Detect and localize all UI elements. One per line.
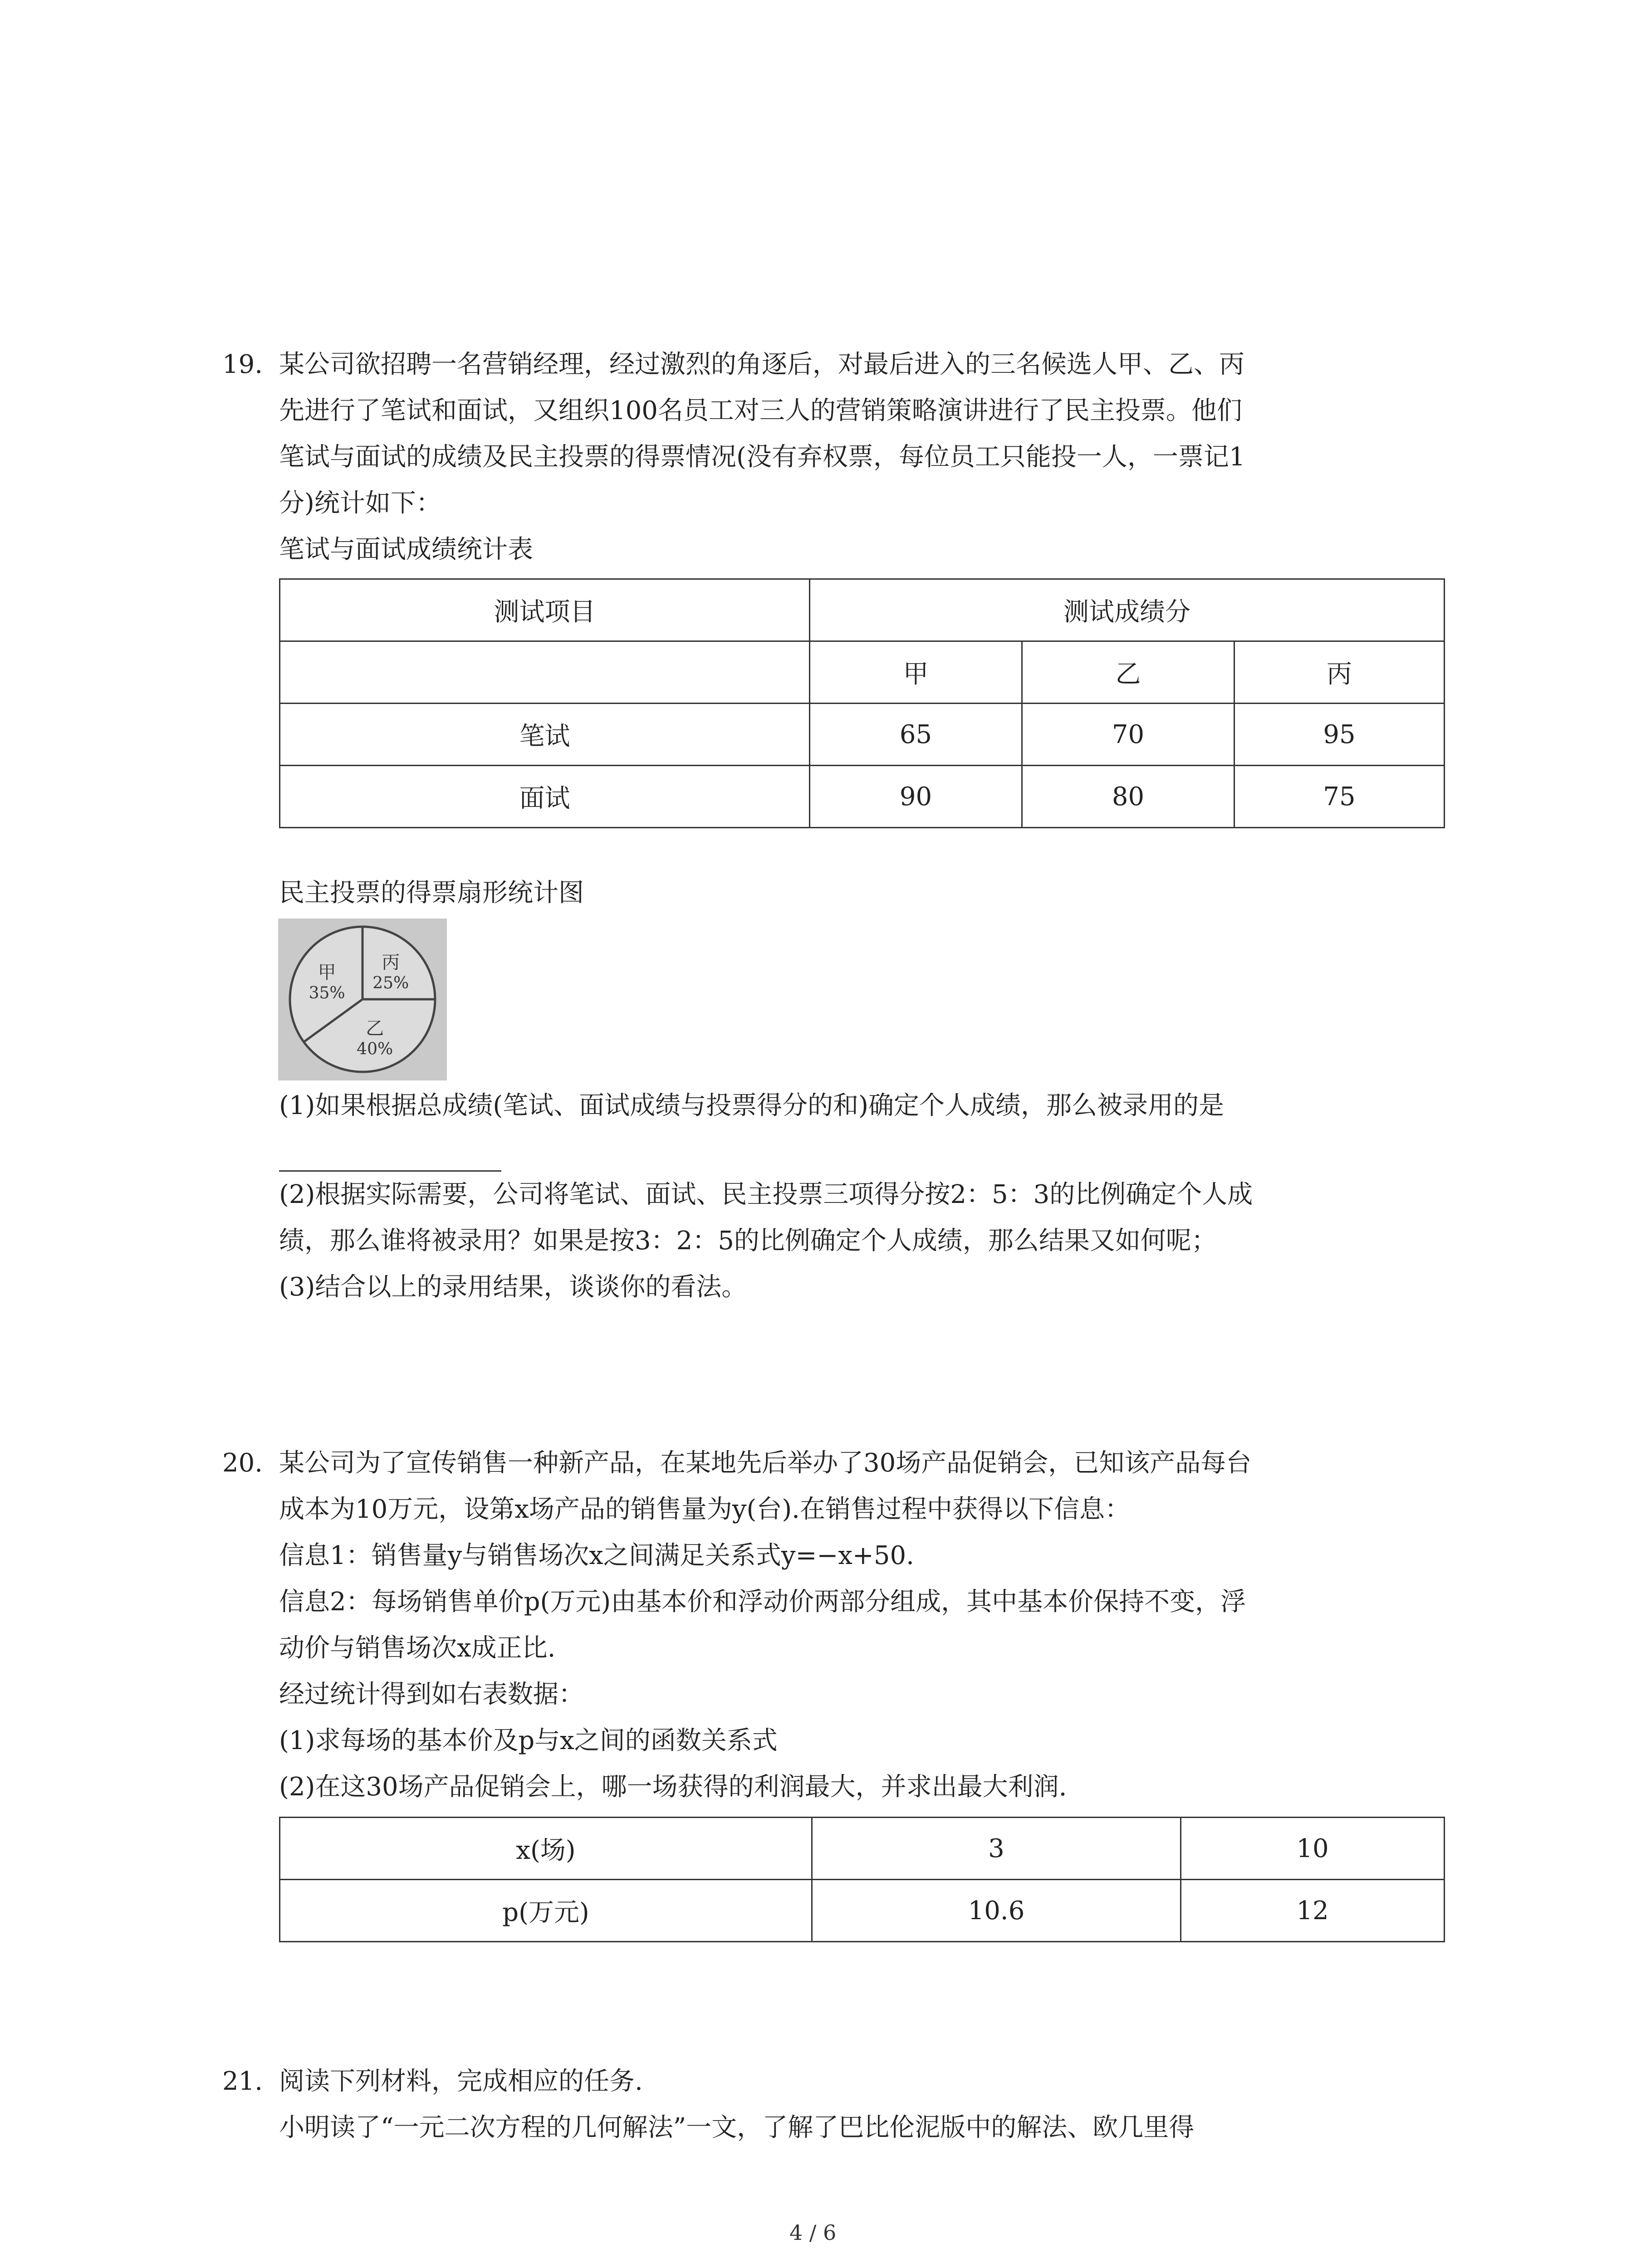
q19-line-1: 某公司欲招聘一名营销经理，经过激烈的角逐后，对最后进入的三名候选人甲、乙、丙 [279, 350, 1244, 379]
score-table-cell: 笔试 [280, 704, 810, 766]
page-number: 4 / 6 [789, 2220, 837, 2245]
score-table-sub-yi: 乙 [1022, 641, 1234, 704]
q19-sub2a: (2)根据实际需要，公司将笔试、面试、民主投票三项得分按2：5：3的比例确定个人成 [279, 1180, 1253, 1209]
score-table-cell: 90 [810, 766, 1022, 828]
q19-sub3: (3)结合以上的录用结果，谈谈你的看法。 [279, 1272, 747, 1302]
q19-sub2b: 绩，那么谁将被录用？如果是按3：2：5的比例确定个人成绩，那么结果又如何呢； [279, 1226, 1217, 1256]
q20-line-4: 信息2：每场销售单价p(万元)由基本价和浮动价两部分组成，其中基本价保持不变，浮 [279, 1587, 1246, 1617]
price-table-cell: p(万元) [280, 1880, 812, 1942]
score-table-cell: 75 [1234, 766, 1445, 828]
q19-line-3: 笔试与面试的成绩及民主投票的得票情况(没有弃权票，每位员工只能投一人，一票记1 [279, 442, 1245, 472]
chart-title: 民主投票的得票扇形统计图 [279, 878, 584, 908]
price-table-cell: 3 [812, 1818, 1181, 1880]
price-table-cell: 10.6 [812, 1880, 1181, 1942]
pie-slice-label: 丙 [382, 952, 400, 973]
q21-line-2: 小明读了“一元二次方程的几何解法”一文，了解了巴比伦泥版中的解法、欧几里得 [279, 2113, 1195, 2142]
pie-slice-percent: 35% [309, 984, 345, 1003]
q20-line-1: 某公司为了宣传销售一种新产品，在某地先后举办了30场产品促销会，已知该产品每台 [279, 1448, 1252, 1478]
pie-slice-label: 甲 [318, 962, 336, 983]
score-table-cell: 80 [1022, 766, 1234, 828]
score-table-cell: 70 [1022, 704, 1234, 766]
price-table-cell: 12 [1181, 1880, 1445, 1942]
q19-sub1: (1)如果根据总成绩(笔试、面试成绩与投票得分的和)确定个人成绩，那么被录用的是 [279, 1091, 1225, 1120]
q20-line-3: 信息1：销售量y与销售场次x之间满足关系式y=−x+50. [279, 1541, 914, 1570]
pie-slice-percent: 40% [357, 1040, 393, 1059]
pie-slice-label: 乙 [366, 1018, 384, 1039]
q19-line-4: 分)统计如下： [279, 489, 441, 518]
score-table-sub-jia: 甲 [810, 641, 1022, 704]
score-table-cell: 面试 [280, 766, 810, 828]
vote-pie-chart [278, 919, 447, 1080]
score-table [279, 578, 1445, 828]
q21-number: 21. [222, 2067, 263, 2096]
q20-line-2: 成本为10万元，设第x场产品的销售量为y(台).在销售过程中获得以下信息： [279, 1495, 1130, 1524]
q20-number: 20. [222, 1448, 263, 1478]
answer-blank[interactable] [279, 1169, 501, 1172]
score-table-cell: 65 [810, 704, 1022, 766]
price-table-cell: x(场) [280, 1818, 812, 1880]
vote-pie-svg [278, 919, 447, 1080]
score-table-head-item: 测试项目 [280, 579, 810, 641]
q21-line-1: 阅读下列材料，完成相应的任务. [279, 2067, 643, 2096]
q20-line-5: 动价与销售场次x成正比. [279, 1633, 556, 1663]
q19-table-title: 笔试与面试成绩统计表 [279, 535, 533, 564]
score-table-head-score: 测试成绩分 [810, 579, 1445, 641]
q19-number: 19. [222, 350, 263, 379]
score-table-sub-bing: 丙 [1234, 641, 1445, 704]
q20-line-6: 经过统计得到如右表数据： [279, 1680, 584, 1709]
price-table [279, 1817, 1445, 1942]
q20-line-8: (2)在这30场产品促销会上，哪一场获得的利润最大，并求出最大利润. [279, 1772, 1067, 1802]
score-table-cell: 95 [1234, 704, 1445, 766]
pie-slice-percent: 25% [372, 973, 409, 992]
price-table-cell: 10 [1181, 1818, 1445, 1880]
q19-line-2: 先进行了笔试和面试，又组织100名员工对三人的营销策略演讲进行了民主投票。他们 [279, 396, 1242, 425]
score-table-sub-empty [280, 641, 810, 704]
q20-line-7: (1)求每场的基本价及p与x之间的函数关系式 [279, 1726, 778, 1755]
